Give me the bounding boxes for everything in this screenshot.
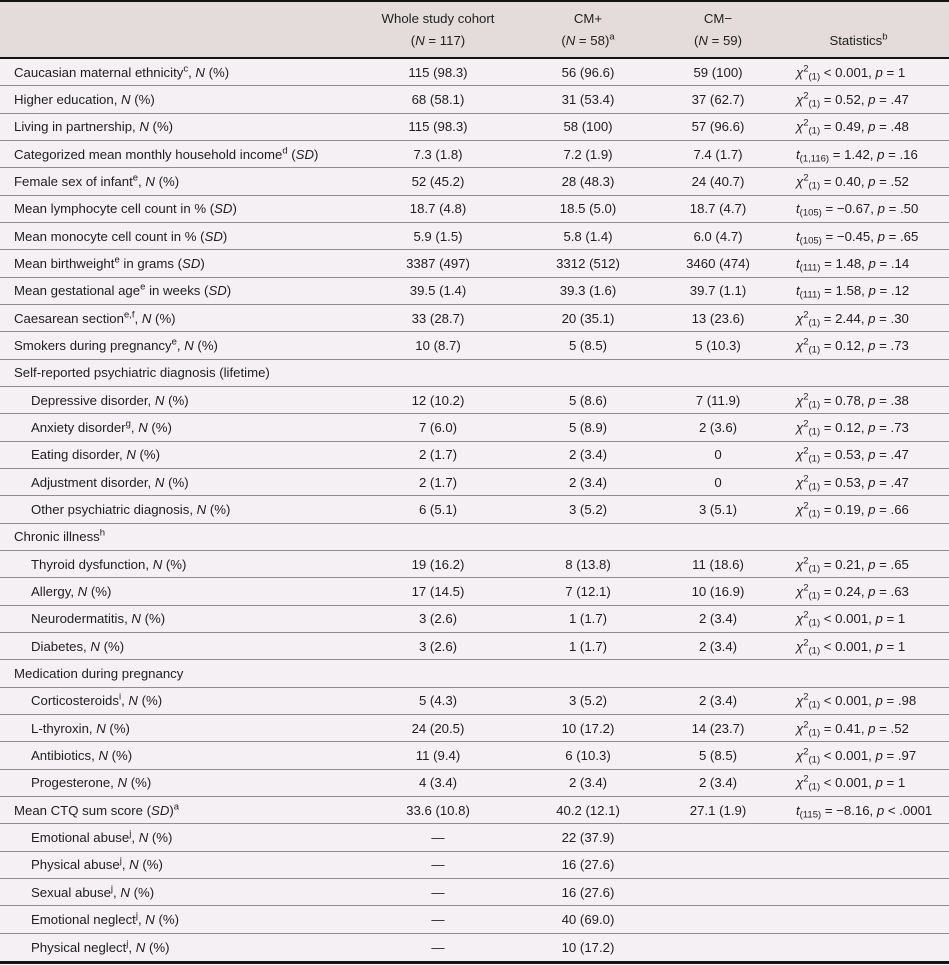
cell-whole-cohort-value: 39.5 (1.4) <box>409 283 467 299</box>
row-label: Self-reported psychiatric diagnosis (lifetime) <box>14 365 270 381</box>
cell-cm-plus-value: 2 (3.4) <box>568 474 608 490</box>
cell-cm-minus-value: 6.0 (4.7) <box>693 228 743 244</box>
row-label: L-thyroxin, N (%) <box>31 720 130 736</box>
cell-cm-minus-value: 27.1 (1.9) <box>689 802 747 818</box>
column-header-whole-cohort-n: (N = 117) <box>410 33 466 48</box>
row-label: Adjustment disorder, N (%) <box>31 474 189 490</box>
cell-statistics-value: $\chi^2_{(1)} < 0.001$, p = 1 <box>796 773 906 793</box>
cell-cm-plus-value: 5.8 (1.4) <box>563 228 613 244</box>
cell-statistics-value: $\chi^2_{(1)} = 0.41$, p = .52 <box>796 719 909 738</box>
cell-whole-cohort-value: 3 (2.6) <box>418 638 458 654</box>
cell-cm-minus-value: 24 (40.7) <box>691 173 745 189</box>
cell-statistics-value: $\chi^2_{(1)} = 0.49$, p = .48 <box>796 117 909 137</box>
row-label: Neurodermatitis, N (%) <box>31 611 166 627</box>
cell-cm-minus-value: 13 (23.6) <box>691 310 745 326</box>
cell-cm-minus-value: 0 <box>714 474 722 490</box>
table-section-row <box>0 360 949 387</box>
cell-cm-plus-value: 7.2 (1.9) <box>563 146 613 162</box>
cell-whole-cohort-value: 52 (45.2) <box>411 173 465 189</box>
cell-cm-minus-value: 18.7 (4.7) <box>689 201 747 217</box>
table-section-row <box>0 660 949 687</box>
cell-statistics-value: $t_{(111)} = 1.48$, p = .14 <box>796 255 910 274</box>
row-label: Living in partnership, N (%) <box>14 119 174 135</box>
cell-whole-cohort-value: 24 (20.5) <box>411 720 465 736</box>
cell-statistics-value: $\chi^2_{(1)} = 0.12$, p = .73 <box>796 418 909 438</box>
cell-whole-cohort-value: — <box>431 911 445 927</box>
cell-cm-plus-value: 10 (17.2) <box>561 720 615 736</box>
cell-cm-minus-value: 39.7 (1.1) <box>689 283 747 299</box>
column-header-cm-plus <box>508 2 668 57</box>
cell-statistics-value: $\chi^2_{(1)} = 0.21$, p = .65 <box>796 555 909 574</box>
cell-statistics-value: $\chi^2_{(1)} = 0.52$, p = .47 <box>796 90 909 110</box>
row-label: Physical abuse$^j$, N (%) <box>31 855 163 873</box>
cell-statistics-value: $t_{(105)} = -0.67$, p = .50 <box>796 201 919 219</box>
row-label: Physical neglect$^j$, N (%) <box>31 938 170 955</box>
cell-statistics-value: $\chi^2_{(1)} < 0.001$, p = 1 <box>796 63 906 83</box>
table-row <box>0 469 949 496</box>
cell-statistics-value: $\chi^2_{(1)} < 0.001$, p = 1 <box>796 609 906 629</box>
cell-whole-cohort-value: 2 (1.7) <box>418 474 458 490</box>
table-row <box>0 578 949 605</box>
cell-statistics-value: $\chi^2_{(1)} = 0.12$, p = .73 <box>796 336 909 356</box>
cell-cm-minus-value: 2 (3.6) <box>698 419 738 435</box>
table-row <box>0 770 949 797</box>
row-label: Caucasian maternal ethnicity$^c$, N (%) <box>14 63 230 80</box>
cell-cm-plus-value: 5 (8.9) <box>568 419 608 435</box>
cell-whole-cohort-value: 5.9 (1.5) <box>413 228 463 244</box>
table-row <box>0 633 949 660</box>
cell-cm-plus-value: 16 (27.6) <box>561 884 615 900</box>
cell-cm-plus-value: 10 (17.2) <box>561 939 615 955</box>
column-header-cm-plus-title: CM+ <box>573 11 603 26</box>
cell-cm-plus-value: 2 (3.4) <box>568 447 608 463</box>
cell-cm-plus-value: 5 (8.6) <box>568 392 608 408</box>
cell-cm-plus-value: 1 (1.7) <box>568 638 608 654</box>
table-row <box>0 551 949 578</box>
row-label: Allergy, N (%) <box>31 583 112 599</box>
cell-whole-cohort-value: — <box>431 939 445 955</box>
table-row <box>0 824 949 851</box>
cell-statistics-value: $t_{(105)} = -0.45$, p = .65 <box>796 228 919 246</box>
row-label: Corticosteroids$^i$, N (%) <box>31 691 163 709</box>
row-label: Eating disorder, N (%) <box>31 447 161 463</box>
cell-statistics-value: $\chi^2_{(1)} = 0.53$, p = .47 <box>796 445 909 465</box>
cell-cm-plus-value: 22 (37.9) <box>561 829 615 845</box>
cell-cm-minus-value: 2 (3.4) <box>698 638 738 654</box>
cell-cm-minus-value: 14 (23.7) <box>691 720 745 736</box>
cell-cm-minus-value: 7.4 (1.7) <box>693 146 743 162</box>
cell-cm-plus-value: 28 (48.3) <box>561 173 615 189</box>
cell-cm-plus-value: 39.3 (1.6) <box>559 283 617 299</box>
row-label: Progesterone, N (%) <box>31 775 152 791</box>
cell-statistics-value: $t_{(115)} = -8.16$, p < .0001 <box>796 802 933 820</box>
cell-statistics-value: $t_{(1,116)} = 1.42$, p = .16 <box>796 146 918 165</box>
row-label: Mean birthweight$^e$ in grams (SD) <box>14 254 205 271</box>
cell-cm-minus-value: 2 (3.4) <box>698 611 738 627</box>
cell-whole-cohort-value: 12 (10.2) <box>411 392 465 408</box>
table-header-row <box>0 2 949 59</box>
table-row <box>0 59 949 86</box>
cell-cm-minus-value: 57 (96.6) <box>691 119 745 135</box>
cell-cm-plus-value: 40 (69.0) <box>561 911 615 927</box>
column-header-statistics <box>768 2 949 57</box>
cell-cm-plus-value: 16 (27.6) <box>561 857 615 873</box>
row-label: Depressive disorder, N (%) <box>31 392 189 408</box>
table-row <box>0 442 949 469</box>
table-row <box>0 797 949 824</box>
cell-whole-cohort-value: 7 (6.0) <box>418 419 458 435</box>
table-row <box>0 250 949 277</box>
table-row <box>0 715 949 742</box>
row-label: Anxiety disorder$^g$, N (%) <box>31 418 172 435</box>
row-label: Chronic illness$^h$ <box>14 527 106 545</box>
row-label: Categorized mean monthly household income$^d$ (SD) <box>14 145 319 162</box>
cell-cm-plus-value: 31 (53.4) <box>561 91 615 107</box>
table-row <box>0 223 949 250</box>
cell-cm-minus-value: 2 (3.4) <box>698 693 738 709</box>
cell-cm-plus-value: 40.2 (12.1) <box>556 802 620 818</box>
cell-statistics-value: $t_{(111)} = 1.58$, p = .12 <box>796 283 910 301</box>
row-label: Higher education, N (%) <box>14 91 155 107</box>
row-label: Mean monocyte cell count in % (SD) <box>14 228 228 244</box>
table-row <box>0 387 949 414</box>
row-label: Caesarean section$^{e,f}$, N (%) <box>14 309 176 326</box>
table-row <box>0 305 949 332</box>
cell-cm-minus-value: 10 (16.9) <box>691 583 745 599</box>
table-row <box>0 496 949 523</box>
cell-cm-plus-value: 8 (13.8) <box>565 556 611 572</box>
table-row <box>0 414 949 441</box>
column-header-cm-minus-n: (N = 59) <box>693 33 743 48</box>
column-header-whole-cohort <box>368 2 508 57</box>
row-label: Thyroid dysfunction, N (%) <box>31 556 187 572</box>
row-label: Sexual abuse$^j$, N (%) <box>31 883 155 900</box>
cell-whole-cohort-value: 3387 (497) <box>406 255 470 271</box>
table-row <box>0 332 949 359</box>
table-row <box>0 852 949 879</box>
cell-whole-cohort-value: 18.7 (4.8) <box>409 201 467 217</box>
cell-whole-cohort-value: 11 (9.4) <box>415 747 461 763</box>
cell-cm-plus-value: 20 (35.1) <box>561 310 615 326</box>
column-header-statistics-title: Statistics$^b$ <box>829 31 888 48</box>
cell-whole-cohort-value: 115 (98.3) <box>408 64 468 80</box>
cell-whole-cohort-value: 2 (1.7) <box>418 447 458 463</box>
table-row <box>0 168 949 195</box>
cell-cm-plus-value: 58 (100) <box>563 119 613 135</box>
cell-statistics-value: $\chi^2_{(1)} = 0.24$, p = .63 <box>796 582 909 602</box>
row-label: Medication during pregnancy <box>14 665 184 681</box>
cell-whole-cohort-value: — <box>431 857 445 873</box>
table-row <box>0 934 949 961</box>
cell-cm-plus-value: 5 (8.5) <box>568 337 608 353</box>
column-header-cm-minus <box>668 2 768 57</box>
table-row <box>0 196 949 223</box>
column-header-labels <box>0 2 368 57</box>
cell-cm-plus-value: 3312 (512) <box>556 255 620 271</box>
row-label: Emotional abuse$^j$, N (%) <box>31 828 173 845</box>
cell-whole-cohort-value: 19 (16.2) <box>411 556 465 572</box>
cell-statistics-value: $\chi^2_{(1)} = 2.44$, p = .30 <box>796 309 909 328</box>
cell-cm-plus-value: 3 (5.2) <box>568 501 608 517</box>
table-row <box>0 879 949 906</box>
table-row <box>0 688 949 715</box>
column-header-cm-minus-title: CM− <box>703 11 733 26</box>
table-row <box>0 114 949 141</box>
cell-whole-cohort-value: 10 (8.7) <box>415 337 461 353</box>
cell-cm-plus-value: 56 (96.6) <box>561 64 615 80</box>
row-label: Antibiotics, N (%) <box>31 747 133 763</box>
cell-whole-cohort-value: 33 (28.7) <box>411 310 465 326</box>
cell-whole-cohort-value: 17 (14.5) <box>411 583 465 599</box>
cell-statistics-value: $\chi^2_{(1)} < 0.001$, p = .98 <box>796 691 917 711</box>
row-label: Mean lymphocyte cell count in % (SD) <box>14 201 237 217</box>
cell-whole-cohort-value: 5 (4.3) <box>418 693 458 709</box>
table-row <box>0 906 949 933</box>
row-label: Mean CTQ sum score (SD)$^a$ <box>14 801 180 818</box>
cell-statistics-value: $\chi^2_{(1)} < 0.001$, p = 1 <box>796 637 906 656</box>
cell-cm-minus-value: 3460 (474) <box>686 255 750 271</box>
cell-cm-minus-value: 11 (18.6) <box>692 556 744 572</box>
table-row <box>0 742 949 769</box>
table-row <box>0 606 949 633</box>
cell-whole-cohort-value: 3 (2.6) <box>418 611 458 627</box>
row-label: Emotional neglect$^j$, N (%) <box>31 910 180 927</box>
cell-cm-plus-value: 6 (10.3) <box>565 747 611 763</box>
column-header-cm-plus-n: (N = 58)$^a$ <box>561 31 615 48</box>
row-label: Smokers during pregnancy$^e$, N (%) <box>14 336 218 353</box>
row-label: Mean gestational age$^e$ in weeks (SD) <box>14 281 232 299</box>
cell-whole-cohort-value: 33.6 (10.8) <box>406 802 470 818</box>
table-row <box>0 278 949 305</box>
cell-cm-plus-value: 18.5 (5.0) <box>559 201 617 217</box>
cell-cm-minus-value: 7 (11.9) <box>695 392 741 408</box>
cell-whole-cohort-value: — <box>431 829 445 845</box>
cell-cm-minus-value: 37 (62.7) <box>691 91 745 107</box>
row-label: Diabetes, N (%) <box>31 638 125 654</box>
column-header-whole-cohort-title: Whole study cohort <box>381 11 495 26</box>
table-body <box>0 59 949 961</box>
cell-statistics-value: $\chi^2_{(1)} = 0.40$, p = .52 <box>796 172 909 192</box>
row-label: Female sex of infant$^e$, N (%) <box>14 172 180 189</box>
row-label: Other psychiatric diagnosis, N (%) <box>31 501 231 517</box>
cell-statistics-value: $\chi^2_{(1)} < 0.001$, p = .97 <box>796 746 917 766</box>
cell-cm-minus-value: 59 (100) <box>693 64 743 80</box>
cell-cm-minus-value: 5 (8.5) <box>698 747 738 763</box>
cell-cm-plus-value: 7 (12.1) <box>565 583 611 599</box>
cell-whole-cohort-value: 68 (58.1) <box>411 91 465 107</box>
cell-cm-plus-value: 1 (1.7) <box>568 611 608 627</box>
table-row <box>0 86 949 113</box>
cell-cm-minus-value: 0 <box>714 447 722 463</box>
cell-cm-minus-value: 3 (5.1) <box>698 501 738 517</box>
cell-whole-cohort-value: 4 (3.4) <box>418 775 458 791</box>
cell-cm-plus-value: 3 (5.2) <box>568 693 608 709</box>
cell-whole-cohort-value: 7.3 (1.8) <box>413 146 463 162</box>
cell-whole-cohort-value: — <box>431 884 445 900</box>
cell-cm-minus-value: 2 (3.4) <box>698 775 738 791</box>
cell-cm-minus-value: 5 (10.3) <box>695 337 741 353</box>
cell-whole-cohort-value: 115 (98.3) <box>408 119 468 135</box>
cell-whole-cohort-value: 6 (5.1) <box>418 501 458 517</box>
cell-statistics-value: $\chi^2_{(1)} = 0.53$, p = .47 <box>796 473 909 492</box>
cell-statistics-value: $\chi^2_{(1)} = 0.78$, p = .38 <box>796 391 909 410</box>
table-row <box>0 141 949 168</box>
cell-statistics-value: $\chi^2_{(1)} = 0.19$, p = .66 <box>796 500 909 520</box>
cell-cm-plus-value: 2 (3.4) <box>568 775 608 791</box>
table-section-row <box>0 524 949 551</box>
